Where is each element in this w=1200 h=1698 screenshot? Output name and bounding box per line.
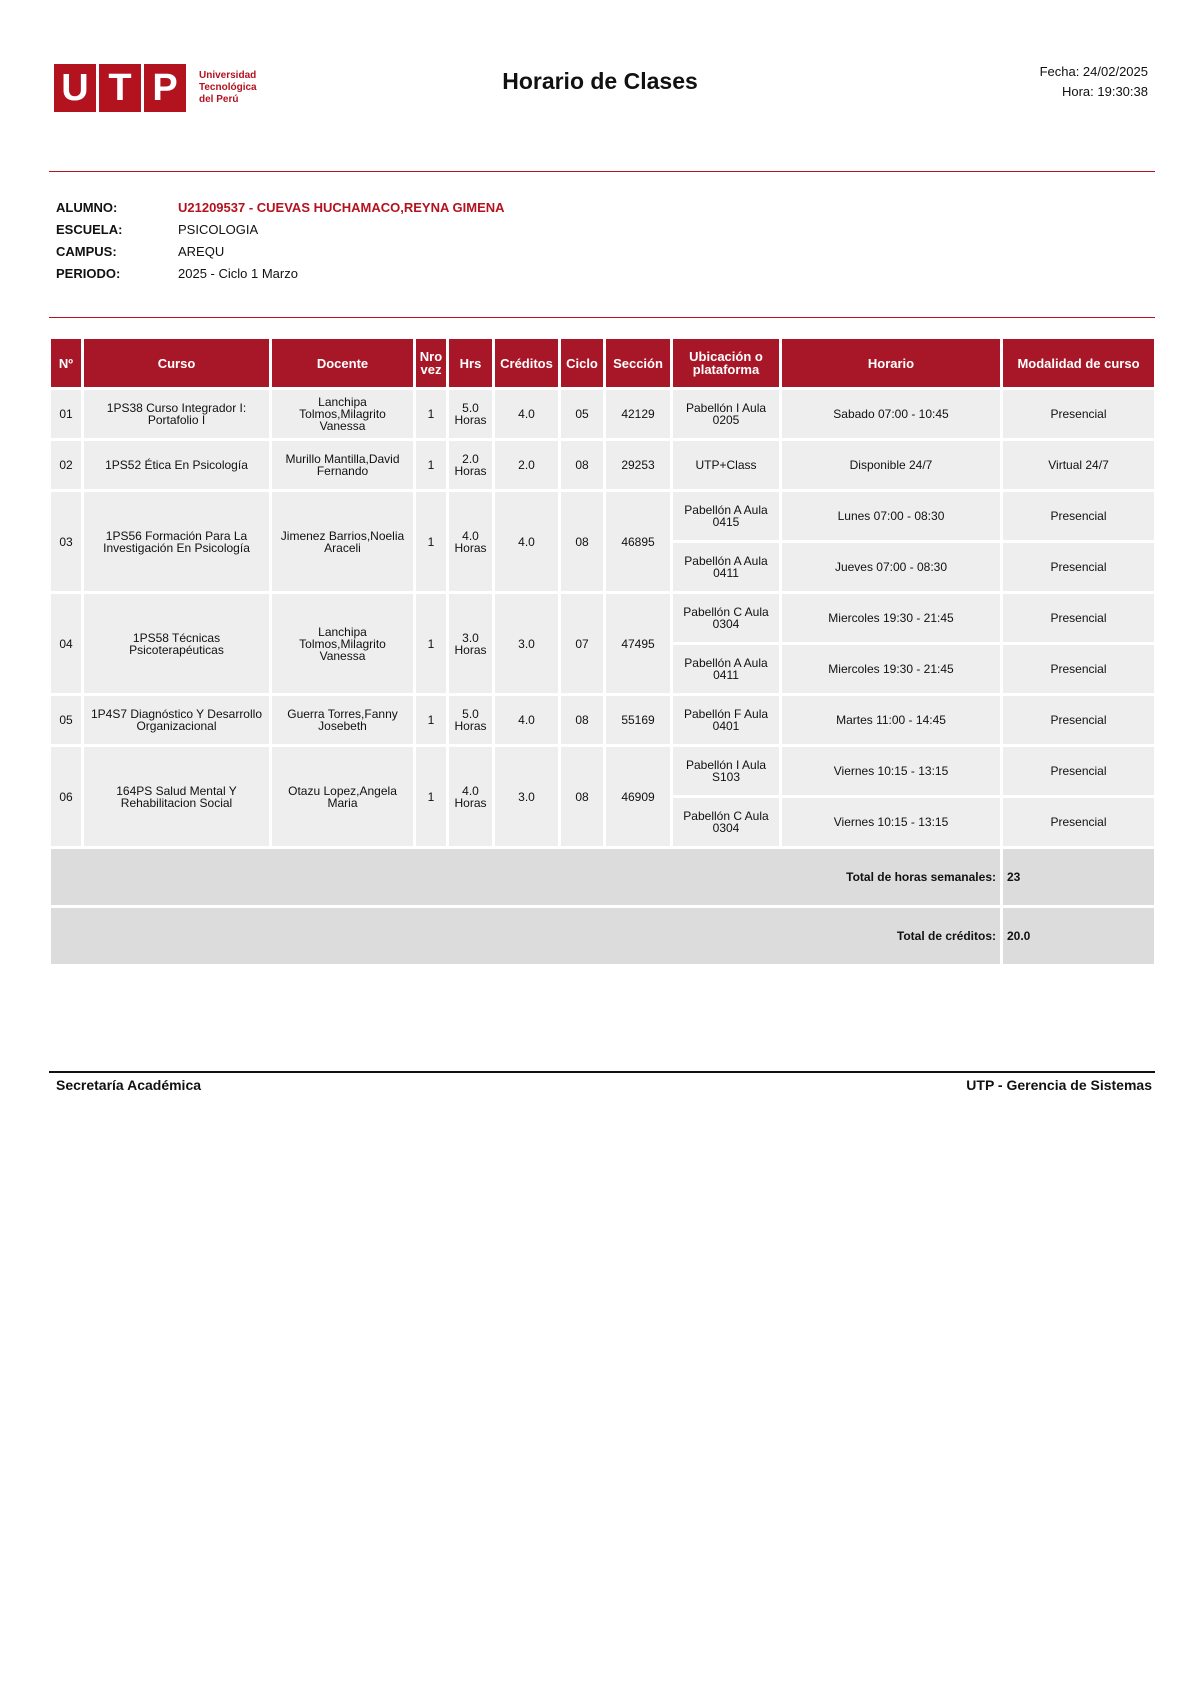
logo-sub-line: del Perú — [199, 94, 239, 105]
session-location: Pabellón I Aula S103 — [673, 747, 779, 795]
session-schedule: Disponible 24/7 — [782, 441, 1000, 489]
footer-left: Secretaría Académica — [56, 1077, 202, 1093]
logo-subtitle — [199, 70, 279, 106]
session-modality: Presencial — [1003, 594, 1154, 642]
course-cycle: 08 — [561, 747, 603, 846]
session-modality: Presencial — [1003, 645, 1154, 693]
course-credits: 3.0 — [495, 594, 558, 693]
session-location: Pabellón A Aula 0415 — [673, 492, 779, 540]
total-credits-label: Total de créditos: — [51, 908, 1000, 964]
footer-right: UTP - Gerencia de Sistemas — [966, 1077, 1152, 1093]
session-location: Pabellón A Aula 0411 — [673, 543, 779, 591]
logo-letter-p: P — [144, 64, 186, 112]
header-creditos: Créditos — [495, 339, 558, 387]
session-modality: Presencial — [1003, 798, 1154, 846]
course-hours: 5.0 Horas — [449, 696, 492, 744]
header-nro-vez: Nro vez — [416, 339, 446, 387]
total-row — [51, 908, 1154, 964]
course-number: 01 — [51, 390, 81, 438]
table-row — [51, 696, 1154, 744]
session-schedule: Jueves 07:00 - 08:30 — [782, 543, 1000, 591]
course-hours: 2.0 Horas — [449, 441, 492, 489]
course-credits: 4.0 — [495, 390, 558, 438]
course-cycle: 08 — [561, 696, 603, 744]
course-credits: 3.0 — [495, 747, 558, 846]
course-section: 47495 — [606, 594, 670, 693]
course-hours: 4.0 Horas — [449, 747, 492, 846]
course-name: 164PS Salud Mental Y Rehabilitacion Social — [84, 747, 269, 846]
alumno-value: U21209537 - CUEVAS HUCHAMACO,REYNA GIMENA — [178, 199, 505, 215]
course-cycle: 05 — [561, 390, 603, 438]
course-number: 05 — [51, 696, 81, 744]
header-horario: Horario — [782, 339, 1000, 387]
logo-letter-u: U — [54, 64, 96, 112]
session-modality: Presencial — [1003, 696, 1154, 744]
course-number: 03 — [51, 492, 81, 591]
session-schedule: Miercoles 19:30 - 21:45 — [782, 594, 1000, 642]
periodo-label: PERIODO: — [56, 265, 121, 281]
course-cycle: 07 — [561, 594, 603, 693]
session-location: Pabellón C Aula 0304 — [673, 594, 779, 642]
session-location: Pabellón F Aula 0401 — [673, 696, 779, 744]
course-cycle: 08 — [561, 492, 603, 591]
header-ciclo: Ciclo — [561, 339, 603, 387]
course-teacher: Guerra Torres,Fanny Josebeth — [272, 696, 413, 744]
session-modality: Presencial — [1003, 390, 1154, 438]
course-section: 46909 — [606, 747, 670, 846]
total-credits-value: 20.0 — [1003, 908, 1154, 964]
divider-middle — [49, 317, 1155, 318]
footer-divider — [49, 1071, 1155, 1073]
session-schedule: Miercoles 19:30 - 21:45 — [782, 645, 1000, 693]
student-row — [56, 196, 505, 218]
divider-top — [49, 171, 1155, 172]
course-name: 1P4S7 Diagnóstico Y Desarrollo Organizacional — [84, 696, 269, 744]
table-header-row — [51, 339, 1154, 387]
print-time: Hora: 19:30:38 — [1061, 84, 1148, 99]
print-date: Fecha: 24/02/2025 — [1039, 64, 1148, 79]
escuela-label: ESCUELA: — [56, 221, 123, 237]
course-credits: 2.0 — [495, 441, 558, 489]
header-numero: Nº — [51, 339, 81, 387]
session-schedule: Martes 11:00 - 14:45 — [782, 696, 1000, 744]
course-attempt: 1 — [416, 390, 446, 438]
session-modality: Presencial — [1003, 747, 1154, 795]
session-modality: Presencial — [1003, 492, 1154, 540]
periodo-value: 2025 - Ciclo 1 Marzo — [178, 265, 298, 281]
session-schedule: Viernes 10:15 - 13:15 — [782, 798, 1000, 846]
course-name: 1PS52 Ética En Psicología — [84, 441, 269, 489]
alumno-label: ALUMNO: — [56, 199, 118, 215]
course-section: 42129 — [606, 390, 670, 438]
student-info — [56, 196, 505, 284]
course-teacher: Jimenez Barrios,Noelia Araceli — [272, 492, 413, 591]
course-teacher: Lanchipa Tolmos,Milagrito Vanessa — [272, 390, 413, 438]
course-credits: 4.0 — [495, 696, 558, 744]
course-teacher: Murillo Mantilla,David Fernando — [272, 441, 413, 489]
session-location: UTP+Class — [673, 441, 779, 489]
course-number: 06 — [51, 747, 81, 846]
course-hours: 3.0 Horas — [449, 594, 492, 693]
course-cycle: 08 — [561, 441, 603, 489]
page-title: Horario de Clases — [502, 68, 698, 94]
total-row — [51, 849, 1154, 905]
session-modality: Presencial — [1003, 543, 1154, 591]
student-row — [56, 218, 505, 240]
course-section: 55169 — [606, 696, 670, 744]
course-hours: 4.0 Horas — [449, 492, 492, 591]
student-row — [56, 262, 505, 284]
student-row — [56, 240, 505, 262]
course-section: 46895 — [606, 492, 670, 591]
course-credits: 4.0 — [495, 492, 558, 591]
campus-label: CAMPUS: — [56, 243, 117, 259]
course-name: 1PS38 Curso Integrador I: Portafolio I — [84, 390, 269, 438]
course-name: 1PS58 Técnicas Psicoterapéuticas — [84, 594, 269, 693]
session-schedule: Lunes 07:00 - 08:30 — [782, 492, 1000, 540]
table-row — [51, 747, 1154, 795]
header-seccion: Sección — [606, 339, 670, 387]
print-meta — [1040, 62, 1148, 102]
campus-value: AREQU — [178, 243, 225, 259]
header-docente: Docente — [272, 339, 413, 387]
session-schedule: Viernes 10:15 - 13:15 — [782, 747, 1000, 795]
table-row — [51, 492, 1154, 540]
utp-logo — [54, 64, 279, 112]
course-name: 1PS56 Formación Para La Investigación En Psicología — [84, 492, 269, 591]
course-attempt: 1 — [416, 594, 446, 693]
schedule-table — [48, 336, 1157, 967]
header-modalidad: Modalidad de curso — [1003, 339, 1154, 387]
course-number: 02 — [51, 441, 81, 489]
session-location: Pabellón A Aula 0411 — [673, 645, 779, 693]
course-number: 04 — [51, 594, 81, 693]
total-hours-value: 23 — [1003, 849, 1154, 905]
course-teacher: Otazu Lopez,Angela Maria — [272, 747, 413, 846]
header-ubicacion: Ubicación o plataforma — [673, 339, 779, 387]
session-modality: Virtual 24/7 — [1003, 441, 1154, 489]
table-row — [51, 441, 1154, 489]
session-location: Pabellón C Aula 0304 — [673, 798, 779, 846]
table-row — [51, 594, 1154, 642]
session-schedule: Sabado 07:00 - 10:45 — [782, 390, 1000, 438]
header-hrs: Hrs — [449, 339, 492, 387]
course-attempt: 1 — [416, 696, 446, 744]
escuela-value: PSICOLOGIA — [178, 221, 259, 237]
course-attempt: 1 — [416, 492, 446, 591]
table-row — [51, 390, 1154, 438]
logo-sub-line: Tecnológica — [199, 82, 257, 93]
total-hours-label: Total de horas semanales: — [51, 849, 1000, 905]
course-hours: 5.0 Horas — [449, 390, 492, 438]
logo-sub-line: Universidad — [199, 70, 257, 81]
course-section: 29253 — [606, 441, 670, 489]
course-attempt: 1 — [416, 747, 446, 846]
session-location: Pabellón I Aula 0205 — [673, 390, 779, 438]
course-attempt: 1 — [416, 441, 446, 489]
course-teacher: Lanchipa Tolmos,Milagrito Vanessa — [272, 594, 413, 693]
header-curso: Curso — [84, 339, 269, 387]
logo-letter-t: T — [99, 64, 141, 112]
